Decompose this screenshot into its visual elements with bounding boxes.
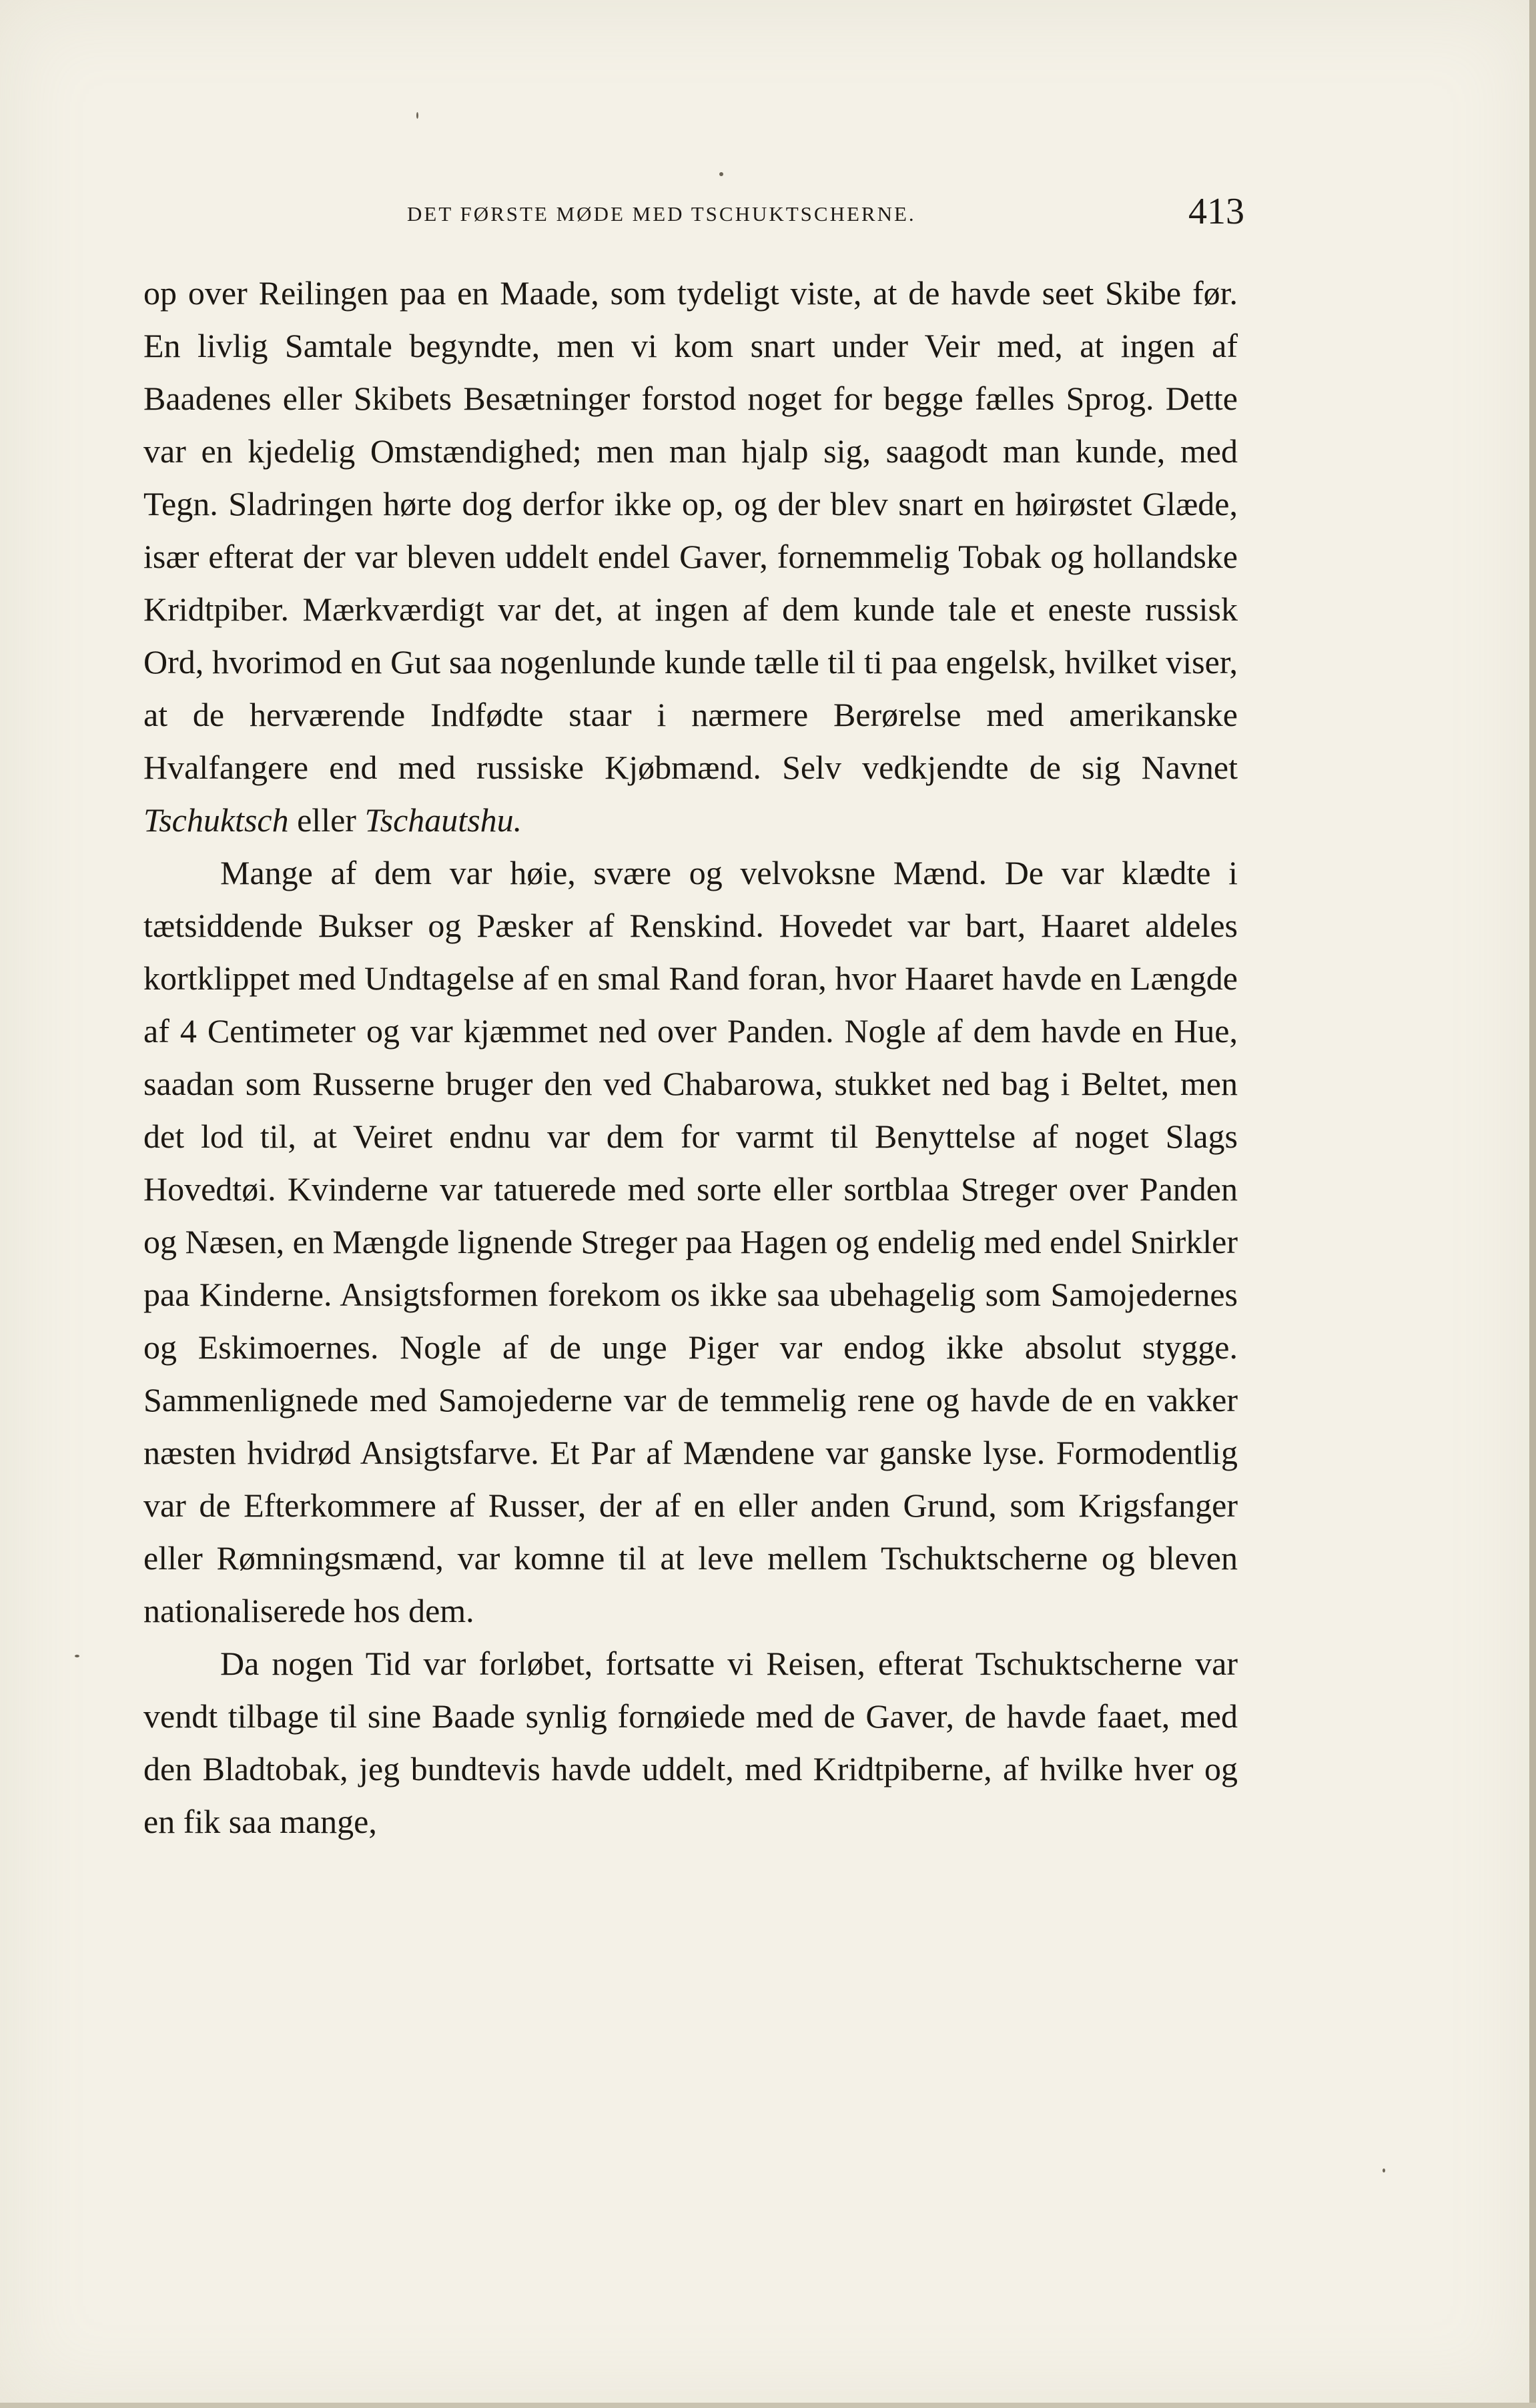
- page-edge-bottom: [0, 2403, 1536, 2408]
- page-edge-right: [1529, 0, 1536, 2408]
- paragraph-3: Da nogen Tid var forløbet, fortsatte vi Reisen, efterat Tschuktscherne var vendt tilbage til sine Baade synlig fornøiede med de Gaver, de havde faaet, med den Bladtobak, jeg bundtevis havde uddelt, med Kridtpiberne, af hvilke hver og en fik saa mange,: [143, 1645, 1238, 1840]
- paragraph-1: [143, 267, 1238, 847]
- running-head: DET FØRSTE MØDE MED TSCHUKTSCHERNE.: [407, 202, 916, 226]
- italic-name-tschuktsch: Tschuktsch: [143, 801, 289, 839]
- body-text: [143, 267, 1238, 1848]
- paragraph-1-text: op over Reilingen paa en Maade, som tydeligt viste, at de havde seet Skibe før. En livlig Samtale begyndte, men vi kom snart under Veir med, at ingen af Baadenes eller Skibets Besætninger forstod noget for begge fælles Sprog. Dette var en kjedelig Omstændighed; men man hjalp sig, saagodt man kunde, med Tegn. Sladringen hørte dog derfor ikke op, og der blev snart en høirøstet Glæde, især efterat der var bleven uddelt endel Gaver, fornemmelig Tobak og hollandske Kridtpiber. Mærkværdigt var det, at ingen af dem kunde tale et eneste russisk Ord, hvorimod en Gut saa nogenlunde kunde tælle til ti paa engelsk, hvilket viser, at de herværende Indfødte staar i nærmere Berørelse med amerikanske Hvalfangere end med russiske Kjøbmænd. Selv vedkjendte de sig Navnet: [143, 274, 1238, 786]
- paragraph-1-middle: eller: [288, 801, 365, 839]
- page-number: 413: [1188, 191, 1244, 232]
- paper-speck: [416, 112, 418, 119]
- paper-speck: [719, 172, 723, 176]
- paper-speck: [1383, 2168, 1385, 2172]
- paragraph-2: Mange af dem var høie, svære og velvoksne Mænd. De var klædte i tætsiddende Bukser og Pæsker af Renskind. Hovedet var bart, Haaret aldeles kortklippet med Undtagelse af en smal Rand foran, hvor Haaret havde en Længde af 4 Centimeter og var kjæmmet ned over Panden. Nogle af dem havde en Hue, saadan som Russerne bruger den ved Chabarowa, stukket ned bag i Beltet, men det lod til, at Veiret endnu var dem for varmt til Benyttelse af noget Slags Hovedtøi. Kvinderne var tatuerede med sorte eller sortblaa Streger over Panden og Næsen, en Mængde lignende Streger paa Hagen og endelig med endel Snirkler paa Kinderne. Ansigtsformen forekom os ikke saa ubehagelig som Samojedernes og Eskimoernes. Nogle af de unge Piger var endog ikke absolut stygge. Sammenlignede med Samojederne var de temmelig rene og havde de en vakker næsten hvidrød Ansigtsfarve. Et Par af Mændene var ganske lyse. Formodentlig var de Efterkommere af Russer, der af en eller anden Grund, som Krigsfanger eller Rømningsmænd, var komne til at leve mellem Tschuktscherne og bleven nationaliserede hos dem.: [143, 854, 1238, 1629]
- italic-name-tschautshu: Tschautshu.: [364, 801, 522, 839]
- page-header: [143, 190, 1244, 244]
- paper-speck: [75, 1655, 79, 1657]
